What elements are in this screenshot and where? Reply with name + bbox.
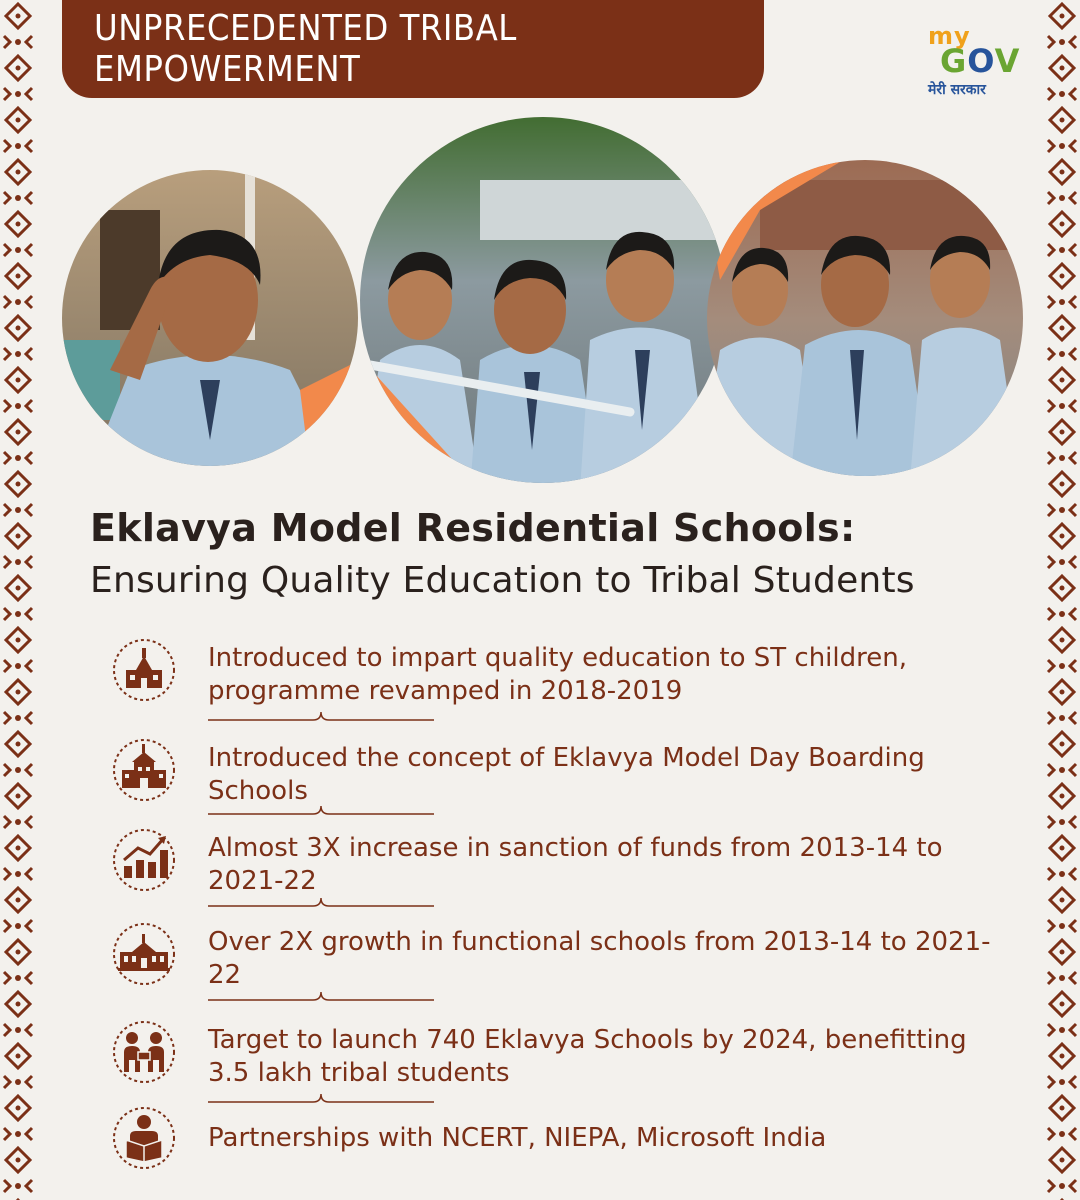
logo-gov-o: O <box>967 42 995 80</box>
feature-text-6: Partnerships with NCERT, NIEPA, Microsoft India <box>208 1123 827 1153</box>
photo-students-in-line <box>700 155 1030 485</box>
logo-gov-g: G <box>940 42 968 80</box>
reader-icon <box>112 1106 176 1170</box>
heading-line-1: Eklavya Model Residential Schools: <box>90 506 856 550</box>
divider-2 <box>208 804 434 818</box>
logo-my-text: my <box>928 22 971 50</box>
feature-text-5: Target to launch 740 Eklavya Schools by 2024, benefitting 3.5 lakh tribal students <box>208 1025 967 1088</box>
campus-building-icon <box>112 922 176 986</box>
feature-text-4: Over 2X growth in functional schools from 2013-14 to 2021-22 <box>208 927 991 990</box>
photo-collage <box>60 110 1040 510</box>
banner-title: UNPRECEDENTED TRIBAL EMPOWERMENT <box>94 8 517 90</box>
divider-3 <box>208 896 434 910</box>
left-tribal-border <box>0 0 36 1200</box>
divider-5 <box>208 1092 434 1106</box>
feature-text-2: Introduced the concept of Eklavya Model Day Boarding Schools <box>208 743 925 806</box>
mygov-logo <box>926 22 1026 102</box>
logo-gov-text <box>940 42 1020 80</box>
feature-text-1: Introduced to impart quality education to ST children, programme revamped in 2018-2019 <box>208 643 907 706</box>
title-banner <box>62 0 764 98</box>
boarding-school-icon <box>112 738 176 802</box>
right-tribal-border <box>1044 0 1080 1200</box>
logo-hindi-text: मेरी सरकार <box>928 82 986 98</box>
students-icon <box>112 1020 176 1084</box>
photo-saluting-student <box>60 165 370 475</box>
photo-students-marching <box>315 110 740 490</box>
school-building-icon <box>112 638 176 702</box>
feature-text-3: Almost 3X increase in sanction of funds from 2013-14 to 2021-22 <box>208 833 943 896</box>
divider-1 <box>208 710 434 724</box>
divider-4 <box>208 990 434 1004</box>
heading-line-2: Ensuring Quality Education to Tribal Students <box>90 560 915 601</box>
growth-chart-icon <box>112 828 176 892</box>
logo-gov-v: V <box>994 42 1021 80</box>
